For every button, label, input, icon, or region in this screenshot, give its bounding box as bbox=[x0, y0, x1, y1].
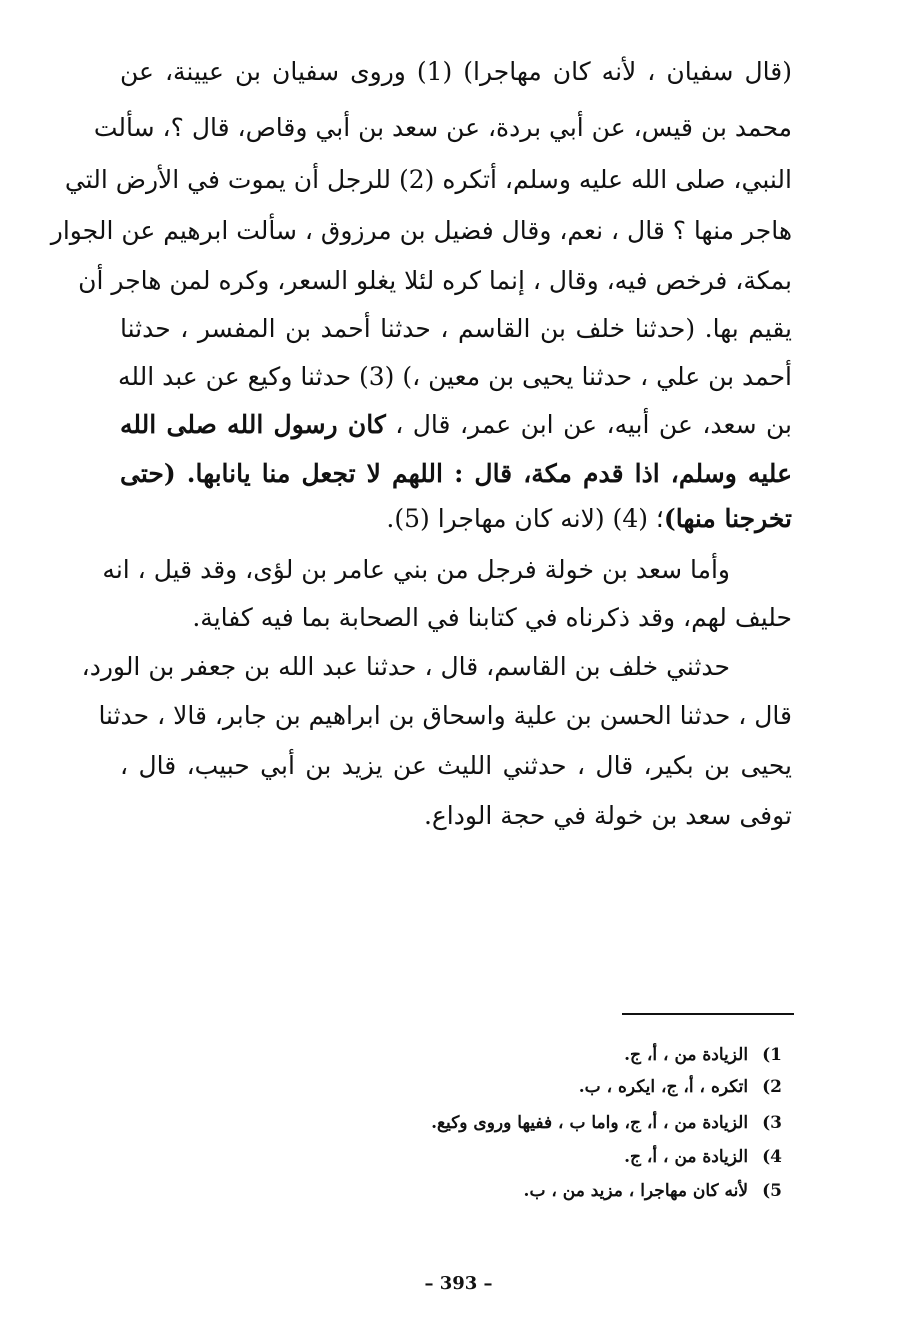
text-segment: (قال سفيان ، لأنه كان مهاجرا) (1) وروى سفيان بن عيينة، عن bbox=[120, 57, 792, 86]
text-line bbox=[93, 100, 792, 156]
text-line bbox=[120, 738, 792, 794]
text-segment: يقيم بها. (حدثنا خلف بن القاسم ، حدثنا أحمد بن المفسر ، حدثنا bbox=[120, 314, 792, 343]
text-segment-bold: كان رسول الله صلى الله bbox=[120, 410, 386, 439]
footnote-number: 1) bbox=[762, 1045, 782, 1065]
footnote-text: اتكره ، أ، ج، ايكره ، ب. bbox=[578, 1077, 749, 1097]
text-line bbox=[50, 203, 792, 259]
footnote-divider bbox=[622, 1013, 794, 1015]
text-segment: محمد بن قيس، عن أبي بردة، عن سعد بن أبي وقاص، قال ؟، سألت bbox=[93, 113, 792, 142]
footnote bbox=[624, 1142, 782, 1172]
text-segment-bold: تخرجنا منها) bbox=[663, 504, 792, 533]
text-line bbox=[64, 152, 792, 208]
footnote-number: 2) bbox=[762, 1077, 782, 1097]
text-segment: حليف لهم، وقد ذكرناه في كتابنا في الصحابة بما فيه كفاية. bbox=[192, 603, 792, 632]
text-line bbox=[120, 590, 792, 646]
footnote-text: الزيادة من ، أ، ج. bbox=[624, 1045, 749, 1065]
footnote bbox=[579, 1072, 782, 1102]
text-segment: بمكة، فرخص فيه، وقال ، إنما كره لئلا يغلو السعر، وكره لمن هاجر أن bbox=[78, 266, 792, 295]
text-segment: توفى سعد بن خولة في حجة الوداع. bbox=[423, 801, 792, 830]
footnote-number: 3) bbox=[762, 1113, 782, 1133]
text-segment: قال ، حدثنا الحسن بن علية واسحاق بن ابراهيم بن جابر، قالا ، حدثنا bbox=[98, 701, 792, 730]
footnote-number: 5) bbox=[762, 1181, 782, 1201]
text-segment: أحمد بن علي ، حدثنا يحيى بن معين ،) (3) حدثنا وكيع عن عبد الله bbox=[117, 362, 792, 391]
text-segment: حدثني خلف بن القاسم، قال ، حدثنا عبد الله بن جعفر بن الورد، bbox=[81, 652, 730, 681]
text-segment: النبي، صلى الله عليه وسلم، أتكره (2) للرجل أن يموت في الأرض التي bbox=[64, 165, 792, 194]
footnote-number: 4) bbox=[762, 1147, 782, 1167]
text-segment-bold: عليه وسلم، اذا قدم مكة، قال : اللهم لا تجعل منا يانابها. (حتى bbox=[120, 459, 792, 488]
footnote-text: الزيادة من ، أ، ج، واما ب ، ففيها وروى وكيع. bbox=[431, 1113, 749, 1133]
footnote-text: الزيادة من ، أ، ج. bbox=[624, 1147, 749, 1167]
text-line bbox=[98, 688, 792, 744]
text-line bbox=[120, 788, 792, 844]
page-number: – 393 – bbox=[424, 1273, 493, 1294]
text-segment: هاجر منها ؟ قال ، نعم، وقال فضيل بن مرزوق ، سألت ابرهيم عن الجوار bbox=[50, 216, 792, 245]
text-line bbox=[120, 397, 792, 453]
footnote bbox=[431, 1108, 782, 1138]
footnote-text: لأنه كان مهاجرا ، مزيد من ، ب. bbox=[523, 1181, 749, 1201]
text-segment: يحيى بن بكير، قال ، حدثني الليث عن يزيد بن أبي حبيب، قال ، bbox=[120, 751, 792, 780]
text-line bbox=[120, 491, 792, 547]
footnote bbox=[524, 1176, 782, 1206]
text-line bbox=[120, 44, 792, 100]
text-segment: وأما سعد بن خولة فرجل من بني عامر بن لؤى، وقد قيل ، انه bbox=[102, 555, 730, 584]
text-segment: بن سعد، عن أبيه، عن ابن عمر، قال ، bbox=[385, 410, 793, 439]
footnote bbox=[624, 1040, 782, 1070]
text-segment: ؛ (4) (لانه كان مهاجرا (5). bbox=[386, 504, 664, 533]
paragraph-start-line bbox=[81, 639, 792, 695]
